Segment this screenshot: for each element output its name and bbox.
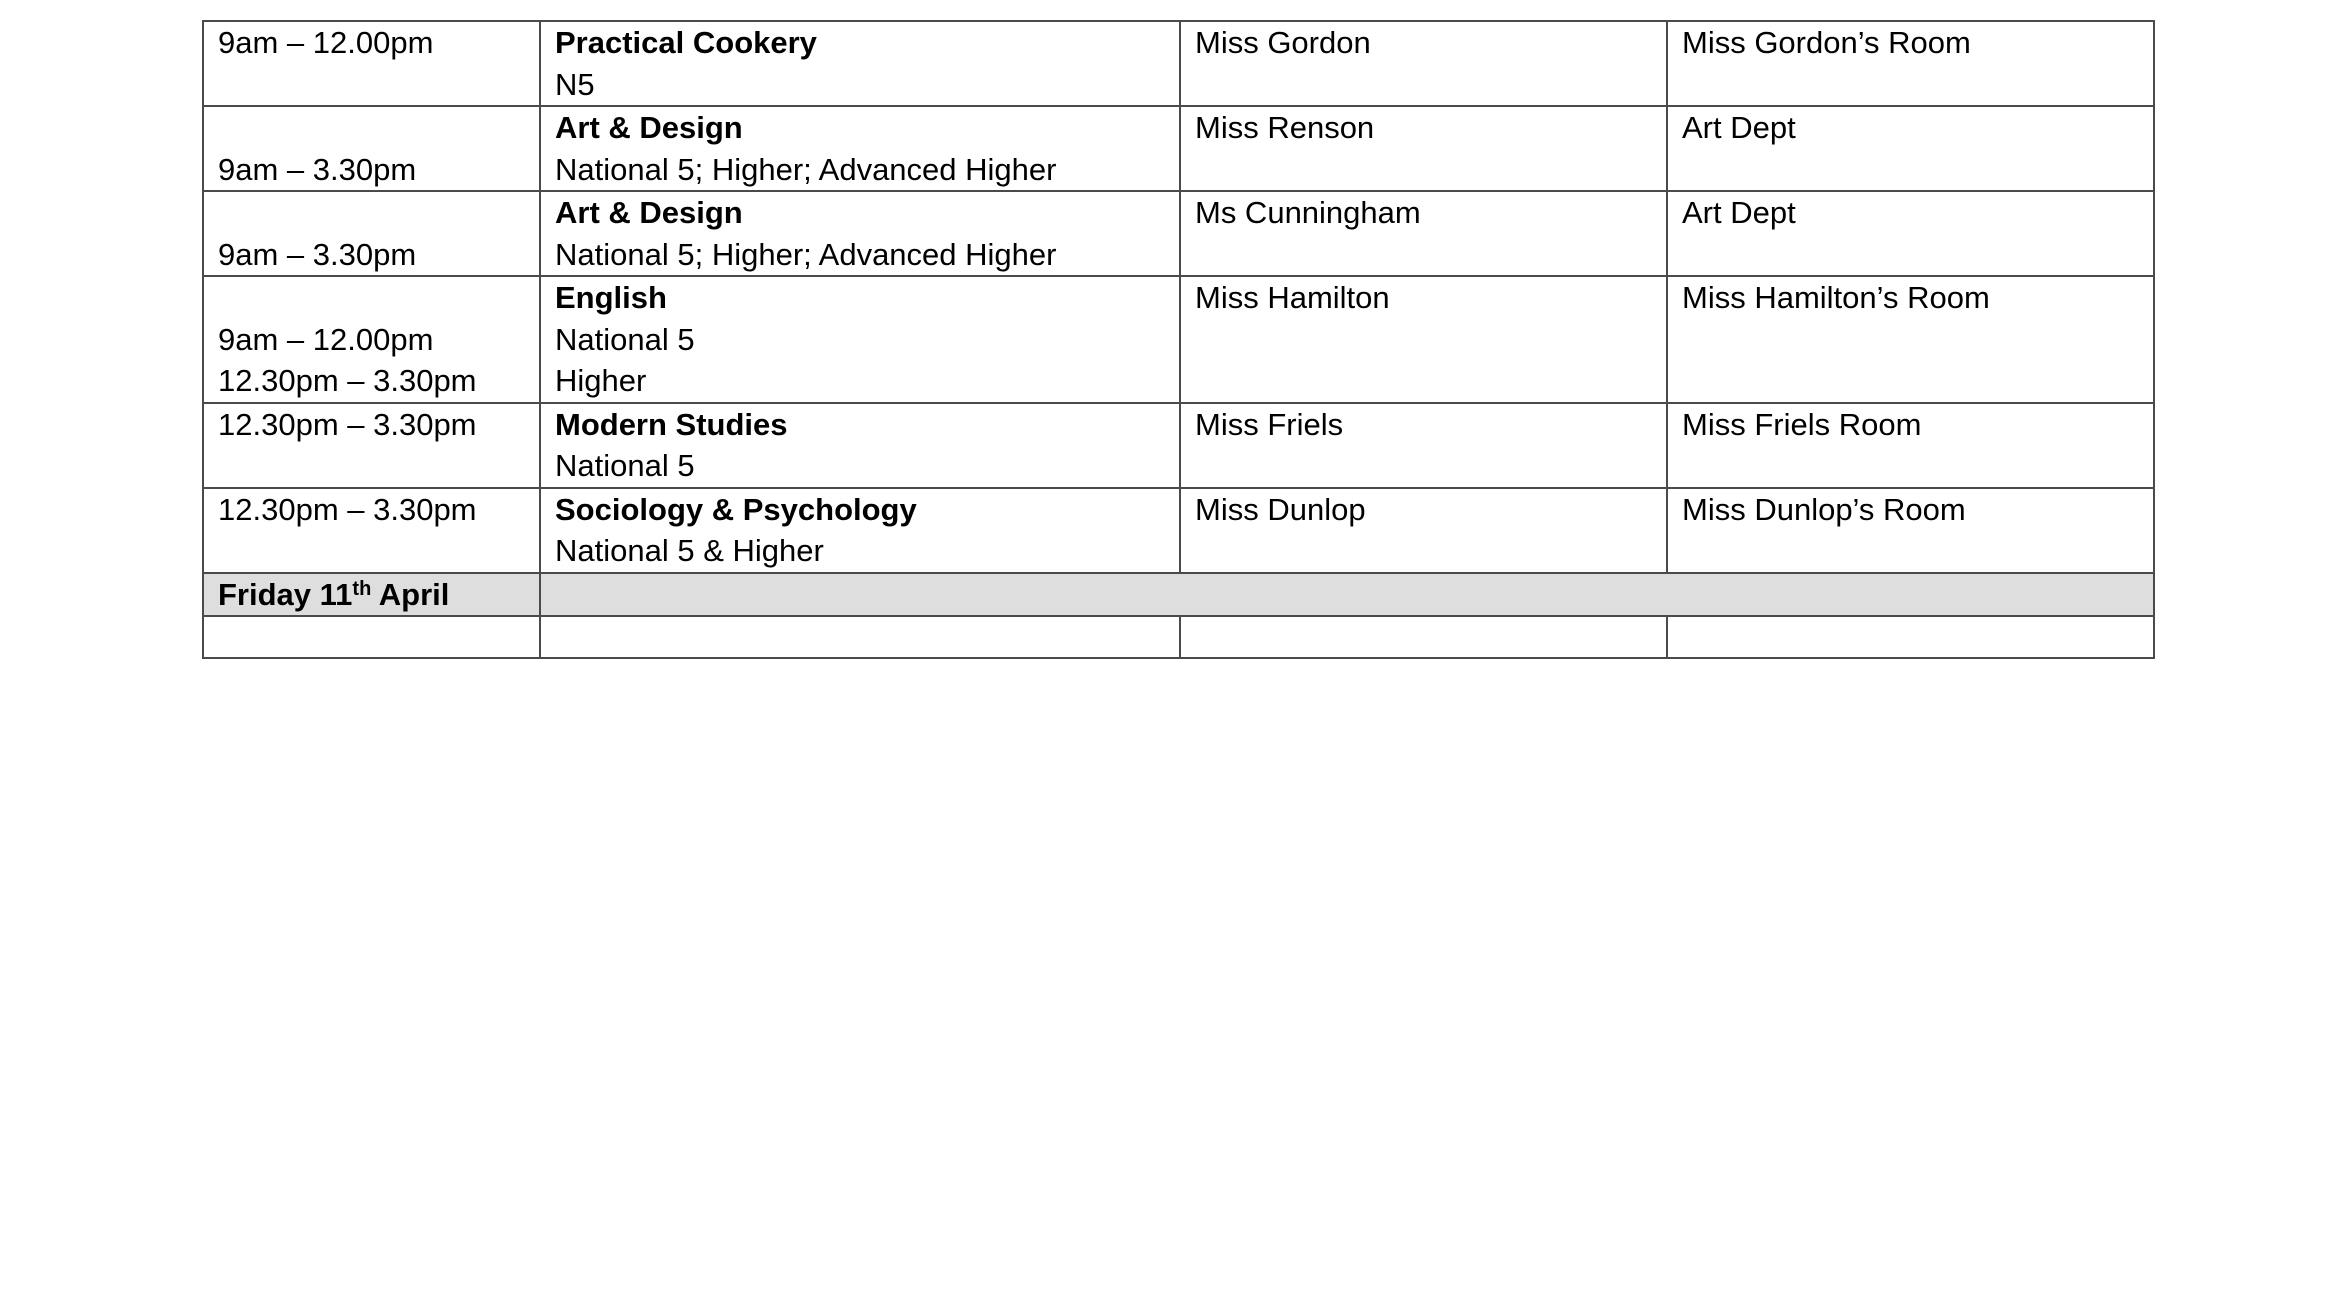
time-cell	[203, 106, 540, 191]
room-cell	[1667, 106, 2154, 191]
day-header-ordinal: th	[352, 577, 372, 600]
room-cell	[1667, 191, 2154, 276]
time-text: 9am – 12.00pm	[218, 25, 434, 60]
time-spacer	[218, 192, 525, 234]
empty-cell	[540, 616, 1180, 658]
teacher-name: Miss Dunlop	[1195, 491, 1366, 527]
day-header-cell	[203, 573, 540, 617]
subject-level: National 5; Higher; Advanced Higher	[555, 151, 1057, 187]
table-row	[203, 21, 2154, 106]
room-cell	[1667, 488, 2154, 573]
room-name: Art Dept	[1682, 195, 1796, 230]
teacher-name: Miss Friels	[1195, 406, 1344, 442]
day-header-fill	[540, 573, 2154, 617]
time-cell	[203, 21, 540, 106]
subject-name: English	[555, 280, 667, 315]
subject-level: National 5	[555, 321, 695, 357]
room-name: Miss Friels Room	[1682, 406, 1922, 442]
room-cell	[1667, 403, 2154, 488]
teacher-cell	[1180, 106, 1667, 191]
room-name: Miss Gordon’s Room	[1682, 25, 1971, 60]
time-text: 9am – 12.00pm	[218, 321, 434, 357]
time-cell	[203, 191, 540, 276]
room-name: Miss Hamilton’s Room	[1682, 280, 1990, 315]
day-header-month: April	[371, 576, 450, 612]
subject-cell	[540, 191, 1180, 276]
teacher-cell	[1180, 191, 1667, 276]
subject-cell	[540, 276, 1180, 403]
teacher-name: Ms Cunningham	[1195, 195, 1421, 230]
subject-cell	[540, 488, 1180, 573]
teacher-name: Miss Gordon	[1195, 25, 1371, 60]
time-cell	[203, 403, 540, 488]
subject-cell	[540, 106, 1180, 191]
schedule-table	[202, 20, 2155, 659]
subject-cell	[540, 21, 1180, 106]
time-text: 12.30pm – 3.30pm	[218, 363, 477, 398]
table-row	[203, 106, 2154, 191]
time-spacer	[218, 277, 525, 319]
time-cell	[203, 276, 540, 403]
subject-level: National 5 & Higher	[555, 533, 824, 568]
room-cell	[1667, 21, 2154, 106]
room-name: Miss Dunlop’s Room	[1682, 491, 1966, 527]
teacher-cell	[1180, 276, 1667, 403]
time-text: 12.30pm – 3.30pm	[218, 491, 477, 527]
subject-name: Sociology & Psychology	[555, 491, 917, 527]
time-cell	[203, 488, 540, 573]
subject-name: Modern Studies	[555, 406, 788, 442]
subject-level: N5	[555, 66, 595, 102]
teacher-cell	[1180, 21, 1667, 106]
subject-name: Practical Cookery	[555, 25, 817, 60]
subject-level: National 5; Higher; Advanced Higher	[555, 236, 1057, 272]
table-row	[203, 276, 2154, 403]
empty-cell	[203, 616, 540, 658]
time-text: 9am – 3.30pm	[218, 151, 417, 187]
table-row	[203, 403, 2154, 488]
empty-row	[203, 616, 2154, 658]
table-row	[203, 488, 2154, 573]
subject-cell	[540, 403, 1180, 488]
teacher-cell	[1180, 488, 1667, 573]
subject-level: Higher	[555, 363, 647, 398]
teacher-name: Miss Renson	[1195, 110, 1375, 145]
subject-level: National 5	[555, 448, 695, 483]
day-header-prefix: Friday 11	[218, 576, 353, 612]
time-spacer	[218, 107, 525, 149]
subject-name: Art & Design	[555, 110, 743, 145]
room-cell	[1667, 276, 2154, 403]
room-name: Art Dept	[1682, 110, 1796, 145]
empty-cell	[1667, 616, 2154, 658]
teacher-cell	[1180, 403, 1667, 488]
time-text: 9am – 3.30pm	[218, 236, 417, 272]
teacher-name: Miss Hamilton	[1195, 280, 1390, 315]
subject-name: Art & Design	[555, 195, 743, 230]
empty-cell	[1180, 616, 1667, 658]
table-row	[203, 191, 2154, 276]
day-header-row	[203, 573, 2154, 617]
time-text: 12.30pm – 3.30pm	[218, 406, 477, 442]
